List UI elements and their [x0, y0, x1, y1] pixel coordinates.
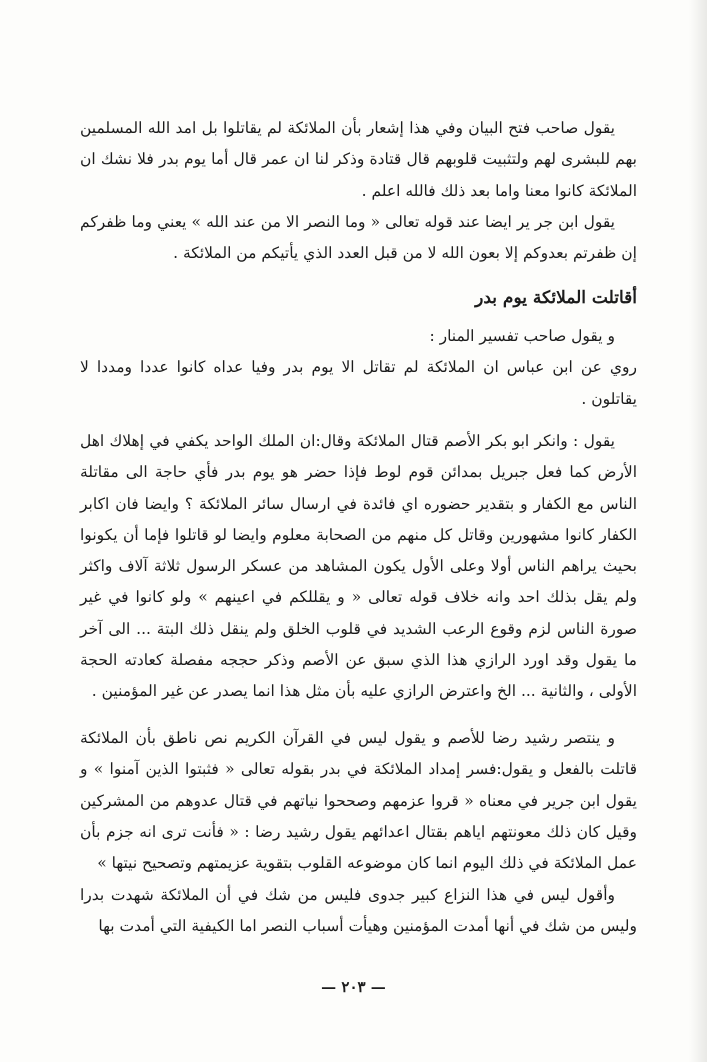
- paragraph-block-author-opinion: [80, 880, 637, 943]
- paragraph-author-opinion: وأقول ليس في هذا النزاع كبير جدوى فليس من شك في أن الملائكة شهدت بدرا وليس من شك في أنها أمدت المؤمنين وهيأت أسباب النصر اما الكيفية التي أمدت بها: [80, 886, 637, 936]
- paragraph-block-al-manar: [80, 321, 637, 415]
- section-heading: أقاتلت الملائكة يوم بدر: [475, 288, 637, 308]
- paragraph-ibn-jarir: يقول ابن جر ير ايضا عند قوله تعالى « وما النصر الا من عند الله » يعني وما ظفركم إن ظفرتم بعدوكم إلا بعون الله لا من قبل العدد الذي يأتيكم من الملائكة .: [80, 212, 637, 263]
- page-number: — ٢٠٣ —: [321, 978, 386, 996]
- paragraph-block-fath-al-bayan: [80, 113, 637, 269]
- paragraph-fath-al-bayan: يقول صاحب فتح البيان وفي هذا إشعار بأن الملائكة لم يقاتلوا بل امد الله المسلمين بهم للبشرى لهم ولتثبيت قلوبهم قال قتادة وذكر لنا ان عمر قال أما يوم بدر فلا نشك ان الملائكة كانوا معنا واما بعد ذلك فالله اعلم .: [80, 119, 637, 200]
- paragraph-al-asamm: يقول : وانكر ابو بكر الأصم قتال الملائكة وقال:ان الملك الواحد يكفي في إهلاك اهل الأرض كما فعل جبريل بمدائن قوم لوط فإذا حضر هو يوم بدر فأي حاجة الى مقاتلة الناس مع الكفار و بتقدير حضوره اي فائدة في ارسال سائر الملائكة ؟ وايضا فان اكابر الكفار كانوا مشهورين وقاتل كل منهم من الصحابة معلوم وايضا لو قاتلوا فإما أن يكونوا بحيث يراهم الناس أولا وعلى الأول يكون المشاهد من عسكر الرسول ثلاثة آلاف واكثر ولم يقل بذلك احد وانه خلاف قوله تعالى « و يقللكم في اعينهم » ولو كانوا في غير صورة الناس لزم وقوع الرعب الشديد في قلوب الخلق ولم ينقل ذلك البتة ... الى آخر ما يقول وقد اورد الرازي هذا الذي سبق عن الأصم وذكر حججه مفصلة كعادته الحجة الأولى ، والثانية ... الخ واعترض الرازي عليه بأن مثل هذا انما يصدر عن غير المؤمنين .: [80, 432, 637, 701]
- paragraph-block-al-asamm: [80, 426, 637, 708]
- paragraph-block-rashid-rida: [80, 723, 637, 879]
- page-binding-edge: [689, 0, 707, 1062]
- paragraph-ibn-abbas: روي عن ابن عباس ان الملائكة لم تقاتل الا يوم بدر وفيا عداه كانوا عددا ومددا لا يقاتلون .: [80, 358, 637, 408]
- paragraph-al-manar-intro: و يقول صاحب تفسير المنار :: [429, 327, 615, 345]
- paragraph-rashid-rida: و ينتصر رشيد رضا للأصم و يقول ليس في القرآن الكريم نص ناطق بأن الملائكة قاتلت بالفعل و يقول:فسر إمداد الملائكة في بدر بقوله تعالى « فثبتوا الذين آمنوا » و يقول ابن جرير في معناه « قروا عزمهم وصححوا نياتهم في قتال عدوهم من المشركين وقيل كان ذلك معونتهم اياهم بقتال اعدائهم يقول رشيد رضا : « فأنت ترى انه جزم بأن عمل الملائكة في ذلك اليوم انما كان موضوعه القلوب بتقوية عزيمتهم وتصحيح نيتها »: [80, 729, 637, 873]
